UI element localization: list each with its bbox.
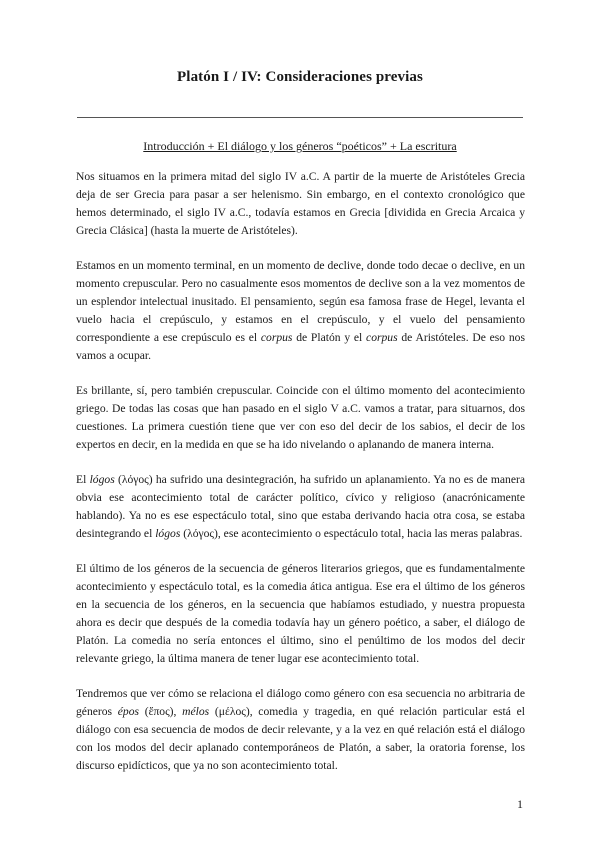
italic-term: mélos <box>182 705 210 718</box>
section-subtitle: Introducción + El diálogo y los géneros “poéticos” + La escritura <box>143 139 457 153</box>
title-divider <box>77 117 523 118</box>
paragraph <box>76 560 525 668</box>
paragraph <box>76 168 525 240</box>
paragraph-text: Nos situamos en la primera mitad del siglo IV a.C. A partir de la muerte de Aristóteles Grecia deja de ser Grecia para pasar a ser helenismo. Sin embargo, en el contexto cronológico que hemos determinado, el siglo IV a.C., todavía estamos en Grecia [dividida en Grecia Arcaica y Grecia Clásica] (hasta la muerte de Aristóteles). <box>76 170 525 237</box>
document-body <box>76 168 525 792</box>
italic-term: lógos <box>89 473 115 486</box>
paragraph <box>76 382 525 454</box>
paragraph <box>76 471 525 543</box>
italic-term: corpus <box>260 331 293 344</box>
paragraph-text: El <box>76 473 90 486</box>
paragraph-text: Es brillante, sí, pero también crepuscular. Coincide con el último momento del acontecimiento griego. De todas las cosas que han pasado en el siglo V a.C. vamos a tratar, para situarnos, dos cuestiones. La primera cuestión tiene que ver con eso del decir de los sabios, el decir de los expertos en decir, en la medida en que se ha ido nivelando o aplanando de manera interna. <box>76 384 525 451</box>
page-number: 1 <box>517 797 523 811</box>
paragraph-text: de Platón y el <box>292 331 367 344</box>
italic-term: lógos <box>155 527 181 540</box>
paragraph-text: (ἔπος), <box>139 705 183 718</box>
paragraph-text: (λόγος) ha sufrido una desintegración, ha sufrido un aplanamiento. Ya no es de manera obvia ese acontecimiento total de carácter político, cívico y religioso (anacrónicamente hablando). Ya no es ese espectáculo total, sino que estaba derivando hacia otra cosa, se estaba desintegrando el <box>76 473 526 540</box>
italic-term: épos <box>117 705 140 718</box>
paragraph <box>76 257 525 365</box>
document-title: Platón I / IV: Consideraciones previas <box>177 69 423 85</box>
paragraph-text: de Aristóteles. De eso nos vamos a ocupar. <box>76 331 525 362</box>
italic-term: corpus <box>366 331 398 344</box>
paragraph-text: Estamos en un momento terminal, en un momento de declive, donde todo decae o declive, en un momento crepuscular. Pero no casualmente esos momentos de declive son a la vez momentos de un esplendor intelectual inusitado. El pensamiento, según esa famosa frase de Hegel, levanta el vuelo hacia el crepúsculo, y estamos en el crepúsculo, y el vuelo del pensamiento correspondiente a ese crepúsculo es el <box>76 259 525 344</box>
paragraph-text: Tendremos que ver cómo se relaciona el diálogo como género con esa secuencia no arbitraria de géneros <box>76 687 525 718</box>
paragraph <box>76 685 525 775</box>
paragraph-text: (λόγος), ese acontecimiento o espectáculo total, hacia las meras palabras. <box>180 527 523 540</box>
paragraph-text: (μέλος), comedia y tragedia, en qué relación particular está el diálogo con esa secuencia de modos de decir relevante, y a la vez en qué relación está el diálogo con los modos del decir aplanado contemporáneos de Platón, a saber, la oratoria forense, los discurso epidícticos, que ya no son acontecimiento total. <box>76 705 525 772</box>
paragraph-text: El último de los géneros de la secuencia de géneros literarios griegos, que es fundamentalmente acontecimiento y espectáculo total, es la comedia ática antigua. Ese era el último de los géneros en la secuencia de los géneros, en la secuencia que habíamos estudiado, y nuestra propuesta ahora es decir que después de la comedia todavía hay un género poético, a saber, el diálogo de Platón. La comedia no sería entonces el último, sino el penúltimo de los modos del decir relevante griego, la última manera de tener lugar ese acontecimiento total. <box>76 562 525 665</box>
